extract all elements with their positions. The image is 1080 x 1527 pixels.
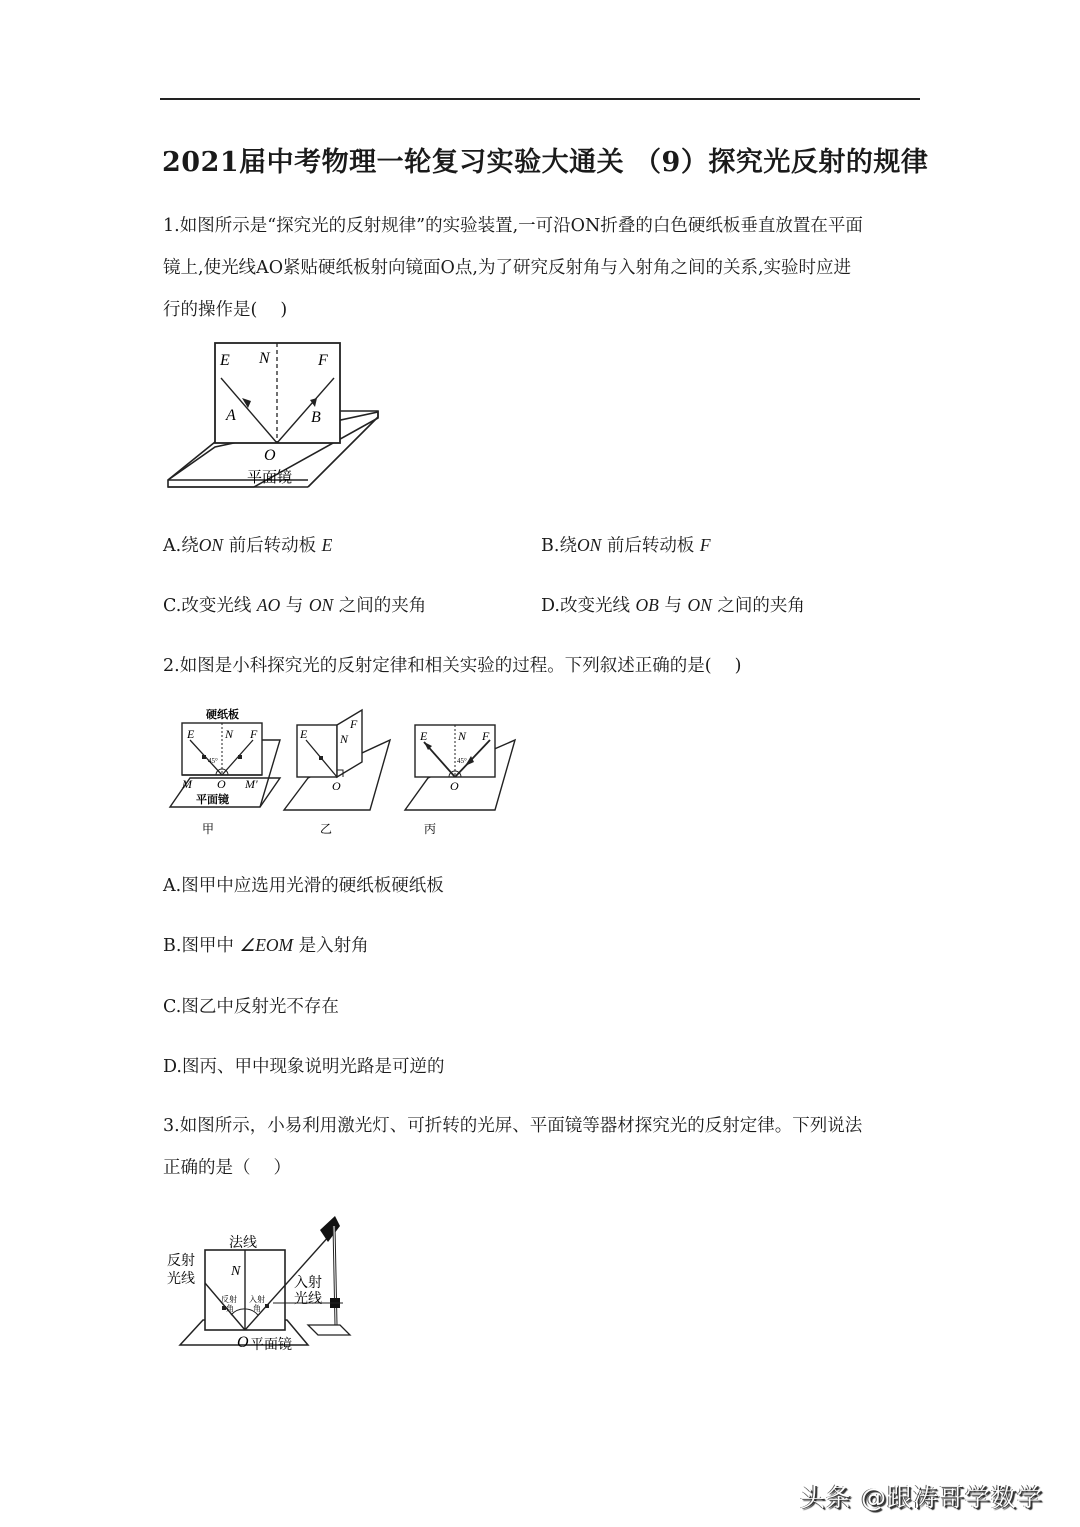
watermark: 头条 @跟涛哥学数学 xyxy=(800,1483,1043,1512)
question-1-line-2: 镜上,使光线AO紧贴硬纸板射向镜面O点,为了研究反射角与入射角之间的关系,实验时应进 xyxy=(163,258,852,278)
svg-text:N: N xyxy=(340,732,349,746)
laser-icon xyxy=(320,1216,340,1242)
svg-text:F: F xyxy=(482,729,490,743)
svg-text:E: E xyxy=(187,727,195,741)
question-1-line-1: 1.如图所示是“探究光的反射规律”的实验装置,一可沿ON折叠的白色硬纸板垂直放置在平面 xyxy=(163,216,863,236)
question-3-line-1: 3.如图所示，小易利用激光灯、可折转的光屏、平面镜等器材探究光的反射定律。下列说法 xyxy=(163,1116,863,1136)
question-2-option-b[interactable]: B.图甲中 ∠EOM 是入射角 xyxy=(163,935,369,956)
svg-text:光线: 光线 xyxy=(167,1271,195,1287)
svg-text:平面镜: 平面镜 xyxy=(247,468,293,486)
question-1-text xyxy=(163,205,863,331)
question-2-option-d[interactable]: D.图丙、甲中现象说明光路是可逆的 xyxy=(163,1057,445,1077)
question-1-option-a[interactable]: A.绕ON 前后转动板 E xyxy=(163,535,333,556)
question-2-figure xyxy=(160,700,530,845)
question-2-option-c[interactable]: C.图乙中反射光不存在 xyxy=(163,997,339,1017)
svg-text:A: A xyxy=(226,407,236,424)
svg-text:N: N xyxy=(225,727,234,741)
svg-text:甲: 甲 xyxy=(202,822,215,836)
question-3-line-2: 正确的是（ ） xyxy=(163,1158,292,1178)
svg-text:入射: 入射 xyxy=(294,1275,322,1291)
svg-text:乙: 乙 xyxy=(320,822,333,836)
svg-text:平面镜: 平面镜 xyxy=(250,1337,292,1353)
question-2-option-a[interactable]: A.图甲中应选用光滑的硬纸板硬纸板 xyxy=(163,876,444,896)
svg-text:M: M xyxy=(182,777,192,791)
svg-text:法线: 法线 xyxy=(229,1235,257,1251)
svg-text:B: B xyxy=(311,409,321,426)
svg-text:光线: 光线 xyxy=(294,1291,322,1307)
figure-bing xyxy=(405,725,515,836)
header-rule xyxy=(160,98,920,100)
question-2-line-1: 2.如图是小科探究光的反射定律和相关实验的过程。下列叙述正确的是( ) xyxy=(163,656,742,676)
svg-text:F: F xyxy=(318,352,328,369)
question-3-text xyxy=(163,1105,862,1189)
svg-text:反射: 反射 xyxy=(167,1253,195,1269)
svg-text:平面镜: 平面镜 xyxy=(196,793,229,806)
svg-text:角: 角 xyxy=(226,1304,234,1313)
svg-text:丙: 丙 xyxy=(424,822,437,836)
question-1-line-3: 行的操作是( ) xyxy=(163,300,288,320)
svg-text:E: E xyxy=(300,727,308,741)
svg-text:O: O xyxy=(264,447,276,464)
svg-text:M': M' xyxy=(245,777,258,791)
svg-text:N: N xyxy=(458,729,467,743)
figure-yi xyxy=(284,710,390,836)
svg-text:45°: 45° xyxy=(457,757,467,765)
figure-jia xyxy=(170,707,280,836)
page-title: 2021届中考物理一轮复习实验大通关 （9）探究光反射的规律 xyxy=(162,147,929,178)
svg-text:N: N xyxy=(231,1264,241,1279)
svg-text:角: 角 xyxy=(253,1304,261,1313)
svg-text:F: F xyxy=(250,727,258,741)
question-1-option-c[interactable]: C.改变光线 AO 与 ON 之间的夹角 xyxy=(163,595,427,616)
question-1-option-d[interactable]: D.改变光线 OB 与 ON 之间的夹角 xyxy=(541,595,805,616)
svg-text:O: O xyxy=(217,777,226,791)
question-3-figure xyxy=(160,1190,370,1365)
svg-text:入射: 入射 xyxy=(249,1295,265,1304)
svg-text:E: E xyxy=(420,729,428,743)
svg-text:N: N xyxy=(259,350,270,367)
svg-text:O: O xyxy=(450,779,459,793)
svg-text:O: O xyxy=(332,779,341,793)
svg-text:O: O xyxy=(237,1334,249,1351)
svg-text:F: F xyxy=(350,717,358,731)
svg-text:45°: 45° xyxy=(208,757,218,765)
question-2-text xyxy=(163,645,741,687)
svg-text:E: E xyxy=(220,352,230,369)
svg-text:反射: 反射 xyxy=(221,1295,237,1304)
question-1-option-b[interactable]: B.绕ON 前后转动板 F xyxy=(541,535,711,556)
svg-text:硬纸板: 硬纸板 xyxy=(206,708,239,721)
question-1-figure xyxy=(160,335,390,500)
